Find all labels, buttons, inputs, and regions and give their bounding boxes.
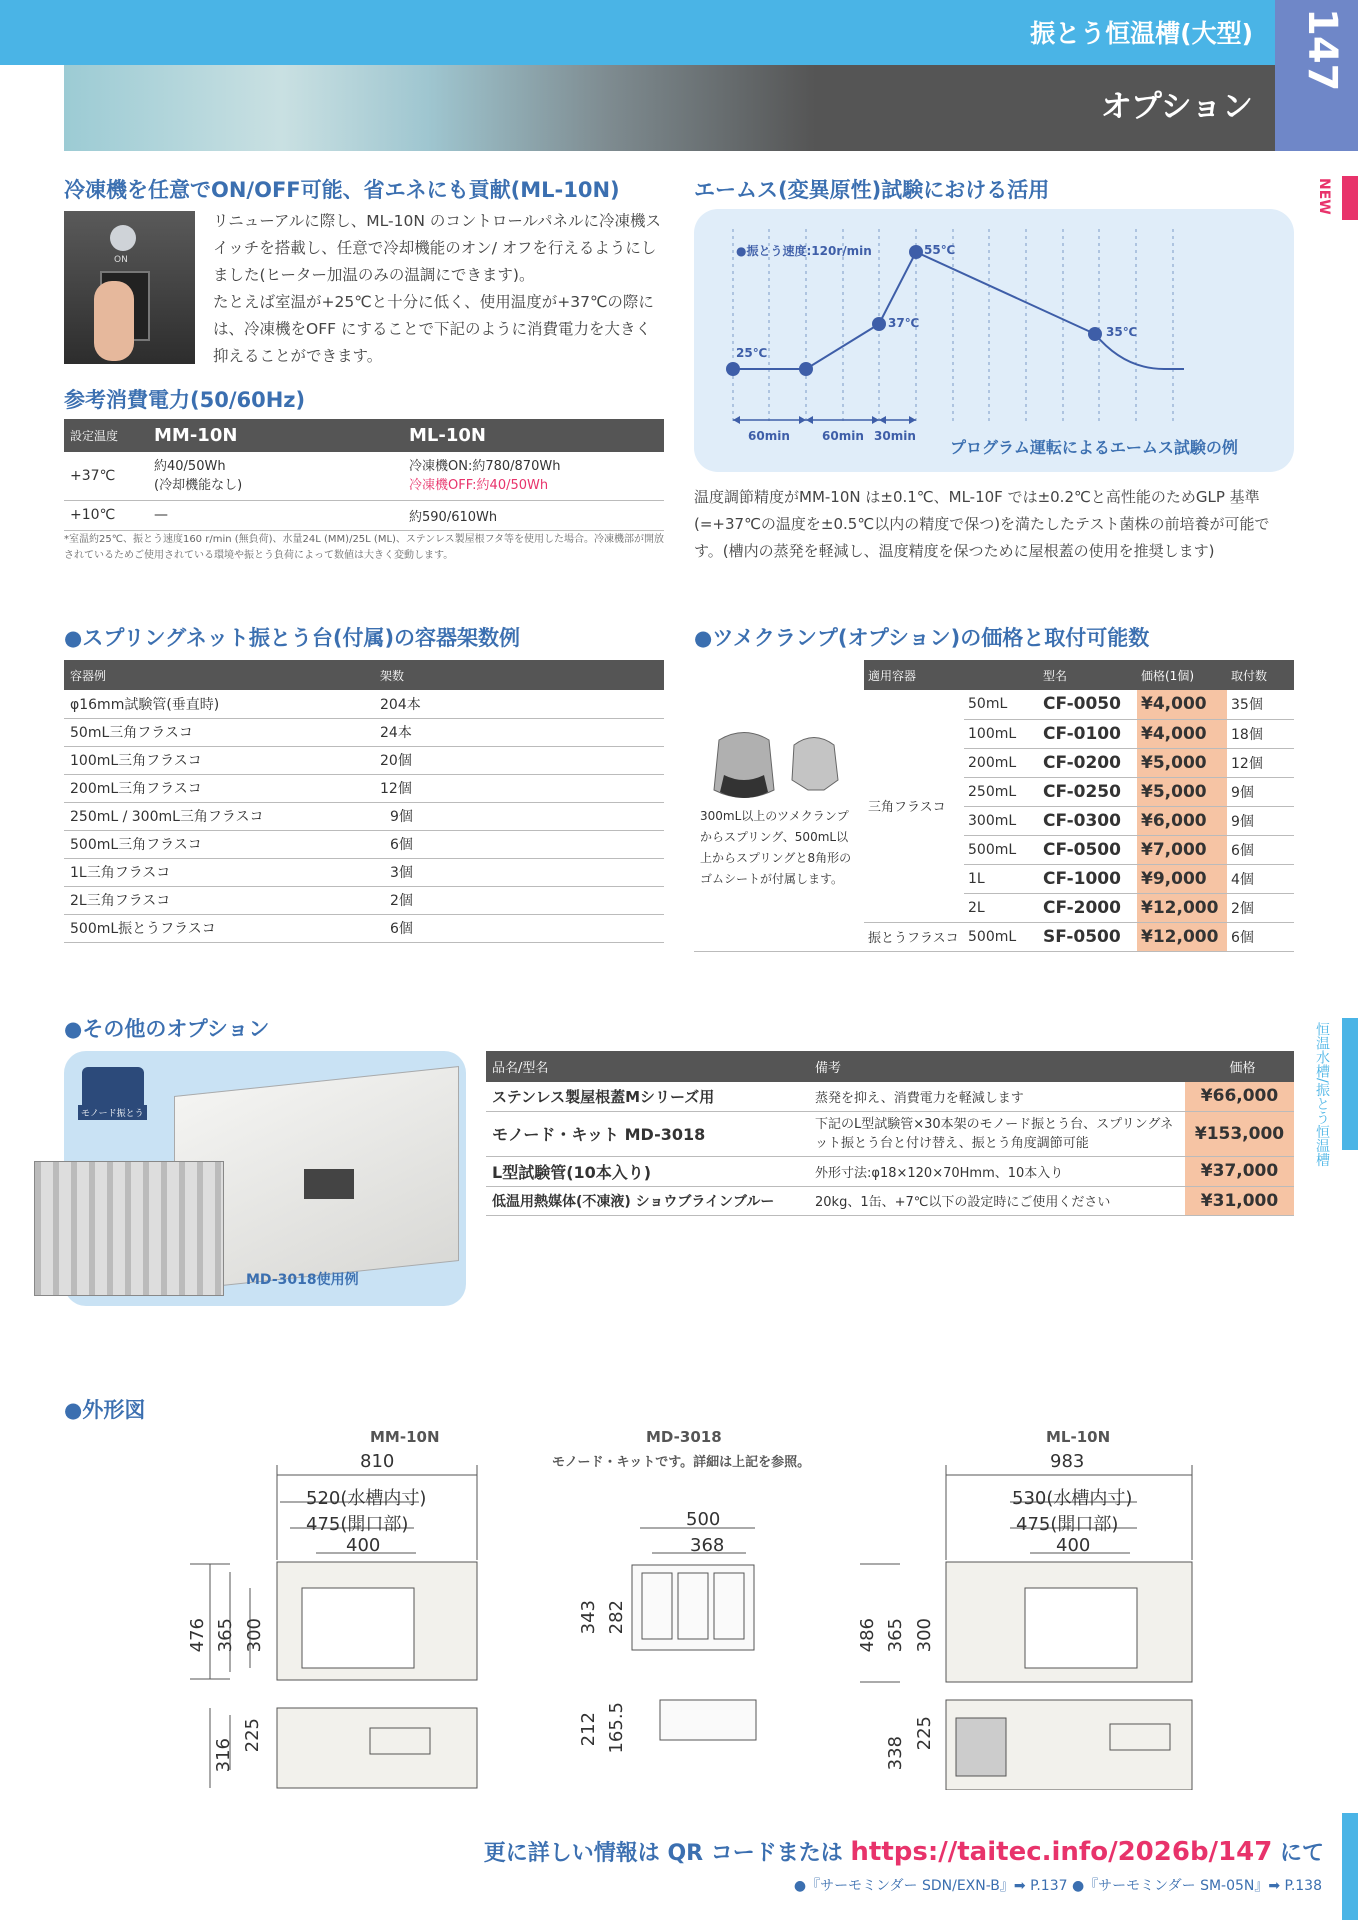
clamp-cell: 18個 (1227, 719, 1294, 748)
clamp-cell: 250mL (964, 777, 1039, 806)
mm-inner: 520(水槽内寸) (306, 1488, 427, 1509)
clamp-cell: ¥4,000 (1137, 719, 1227, 748)
clamp-cell: 2個 (1227, 893, 1294, 922)
clamp-cell: 6個 (1227, 922, 1294, 951)
power-row2-temp: +10℃ (70, 507, 116, 523)
footer-ref-1[interactable]: ●『サーモミンダー SDN/EXN-B』➡ P.137 (793, 1878, 1068, 1894)
table-row (64, 858, 664, 886)
clamp-cell: 100mL (964, 719, 1039, 748)
table-row (486, 1156, 1294, 1186)
ames-caption: プログラム運転によるエームス試験の例 (950, 438, 1238, 457)
section-title-other: ●その他のオプション (64, 1017, 270, 1041)
ames-t25: 25℃ (736, 346, 768, 360)
other-img-caption: MD-3018使用例 (246, 1272, 359, 1288)
clamp-header-vessel: 適用容器 (864, 660, 964, 690)
other-cell: ¥37,000 (1185, 1156, 1294, 1186)
power-row1-mm-a: 約40/50Wh (154, 458, 226, 474)
clamp-cell: CF-1000 (1039, 864, 1137, 893)
other-cell: モノード・キット MD-3018 (486, 1111, 809, 1156)
mm-225: 225 (242, 1718, 263, 1753)
clamp-cell: CF-0500 (1039, 835, 1137, 864)
clamp-cell: ¥9,000 (1137, 864, 1227, 893)
ml-338: 338 (885, 1736, 906, 1771)
header-category: 振とう恒温槽(大型) (1030, 19, 1253, 48)
clamp-cell: 500mL (964, 835, 1039, 864)
power-row2-mm: — (154, 507, 168, 523)
footer-pre: 更に詳しい情報は QR コードまたは (483, 1841, 851, 1866)
table-row (864, 690, 1294, 719)
clamp-group-erlenmeyer: 三角フラスコ (864, 690, 964, 922)
clamp-header-model: 型名 (1039, 660, 1137, 690)
spring-cell: 2L三角フラスコ (64, 886, 374, 914)
power-header-ml: ML-10N (409, 425, 486, 446)
page-number-block (1275, 0, 1358, 151)
md-500: 500 (686, 1509, 721, 1530)
clamp-table (864, 660, 1294, 952)
ml-inner: 530(水槽内寸) (1012, 1488, 1133, 1509)
clamp-cell: ¥5,000 (1137, 777, 1227, 806)
refrigerator-para-2: たとえば室温が+25℃と十分に低く、使用温度が+37℃の際には、冷凍機をOFF にすることで下記のように消費電力を大きく抑えることができます。 (213, 293, 654, 365)
clamp-cell: ¥7,000 (1137, 835, 1227, 864)
table-row (64, 746, 664, 774)
ames-t55: 55℃ (924, 243, 956, 257)
new-label: NEW (1316, 178, 1332, 215)
refrigerator-para-1: リニューアルに際し、ML-10N のコントロールパネルに冷凍機スイッチを搭載し、任意で冷却機能のオン/ オフを行えるようにしました(ヒーター加温のみの温調にできます)。 (213, 212, 661, 284)
table-row (864, 922, 1294, 951)
monode-badge-label: モノード振とう (78, 1105, 147, 1120)
page-number: 147 (1299, 8, 1345, 92)
table-row (486, 1111, 1294, 1156)
table-row (64, 886, 664, 914)
ames-m3: 30min (874, 429, 916, 443)
clamp-image-cell (694, 660, 864, 952)
ames-para: 温度調節精度がMM-10N は±0.1℃、ML-10F では±0.2℃と高性能のためGLP 基準(=+37℃の温度を±0.5℃以内の精度で保つ)を満たしたテスト菌株の前培養が可能です。(槽内の蒸発を軽減し、温度精度を保つために屋根蓋の使用を推奨します) (694, 488, 1270, 560)
rack-image (34, 1161, 224, 1296)
clamp-cell: CF-0050 (1039, 690, 1137, 719)
mm-width: 810 (360, 1451, 395, 1472)
on-label: ON (114, 255, 128, 265)
clamp-cell: 12個 (1227, 748, 1294, 777)
spring-cell: 6個 (374, 914, 664, 942)
spring-cell: 12個 (374, 774, 664, 802)
lamp-icon (110, 225, 136, 251)
mm-476: 476 (187, 1618, 208, 1653)
header-category-bar (0, 0, 1275, 65)
clamp-cell: CF-0250 (1039, 777, 1137, 806)
clamp-group-shake: 振とうフラスコ (864, 922, 964, 951)
spring-cell: 6個 (374, 830, 664, 858)
spring-cell: 2個 (374, 886, 664, 914)
md-212: 212 (578, 1712, 599, 1747)
power-row1-temp: +37℃ (70, 467, 116, 484)
footer-ref-2[interactable]: ●『サーモミンダー SM-05N』➡ P.138 (1071, 1878, 1322, 1894)
clamp-cell: 9個 (1227, 777, 1294, 806)
spring-cell: 500mL振とうフラスコ (64, 914, 374, 942)
clamp-cell: CF-0100 (1039, 719, 1137, 748)
power-row1-ml-on: 冷凍機ON:約780/870Wh (409, 458, 561, 474)
switch-photo (64, 211, 195, 364)
spring-cell: 204本 (374, 690, 664, 718)
md-368: 368 (690, 1535, 725, 1556)
section-title-ames: エームス(変異原性)試験における活用 (694, 178, 1050, 202)
clamp-cell: CF-0300 (1039, 806, 1137, 835)
other-cell: 下記のL型試験管×30本架のモノード振とう台、スプリングネット振とう台と付け替え、振とう角度調節可能 (809, 1111, 1185, 1156)
table-row (486, 1186, 1294, 1215)
mm-title: MM-10N (370, 1428, 440, 1446)
ames-t37: 37℃ (888, 316, 920, 330)
md-subtitle: モノード・キットです。詳細は上記を参照。 (552, 1455, 811, 1470)
clamp-cell: ¥12,000 (1137, 922, 1227, 951)
md-drawing (570, 1515, 770, 1785)
ames-m1: 60min (748, 429, 790, 443)
clamp-icon (704, 720, 854, 810)
clamp-cell: 4個 (1227, 864, 1294, 893)
section-title-clamp: ●ツメクランプ(オプション)の価格と取付可能数 (694, 626, 1150, 650)
spring-cell: 24本 (374, 718, 664, 746)
control-panel-icon (304, 1169, 354, 1199)
other-header-name: 品名/型名 (486, 1051, 809, 1082)
spring-cell: 9個 (374, 802, 664, 830)
spring-cell: 1L三角フラスコ (64, 858, 374, 886)
other-cell: ¥153,000 (1185, 1111, 1294, 1156)
side-index-label: 恒温水槽/振とう恒温槽 (1314, 1022, 1330, 1167)
ml-365: 365 (885, 1618, 906, 1653)
table-row (64, 802, 664, 830)
clamp-note: 300mL以上のツメクランプからスプリング、500mL以上からスプリングと8角形のゴムシートが付属します。 (700, 809, 852, 886)
other-cell: 蒸発を抑え、消費電力を軽減します (809, 1082, 1185, 1111)
ames-chart-panel (694, 209, 1294, 472)
mm-316: 316 (213, 1738, 234, 1773)
power-header-temp: 設定温度 (70, 429, 119, 443)
ml-300: 300 (914, 1618, 935, 1653)
spring-cell: 100mL三角フラスコ (64, 746, 374, 774)
other-cell: ¥31,000 (1185, 1186, 1294, 1215)
table-row (486, 1082, 1294, 1111)
power-row2-ml: 約590/610Wh (409, 509, 498, 525)
clamp-header-price: 価格(1個) (1137, 660, 1227, 690)
clamp-cell: 35個 (1227, 690, 1294, 719)
md-282: 282 (606, 1600, 627, 1635)
clamp-cell: SF-0500 (1039, 922, 1137, 951)
clamp-header-count: 取付数 (1227, 660, 1294, 690)
clamp-cell: ¥5,000 (1137, 748, 1227, 777)
other-cell: 20kg、1缶、+7℃以下の設定時にご使用ください (809, 1186, 1185, 1215)
clamp-cell: 50mL (964, 690, 1039, 719)
power-row1-mm-b: (冷却機能なし) (154, 477, 243, 493)
md-343: 343 (578, 1600, 599, 1635)
header-section: オプション (1100, 89, 1253, 125)
other-options-table (486, 1051, 1294, 1216)
power-header-mm: MM-10N (154, 425, 238, 446)
mm-365: 365 (215, 1618, 236, 1653)
other-cell: 低温用熱媒体(不凍液) ショウブラインブルー (486, 1186, 809, 1215)
spring-cell: 3個 (374, 858, 664, 886)
mm-300: 300 (244, 1618, 265, 1653)
mm-400: 400 (346, 1535, 381, 1556)
footer-more-info (484, 1836, 1324, 1867)
footer-url-link[interactable]: https://taitec.info/2026b/147 (850, 1837, 1273, 1867)
clamp-cell: ¥6,000 (1137, 806, 1227, 835)
other-cell: ステンレス製屋根蓋Mシリーズ用 (486, 1082, 809, 1111)
section-title-spring: ●スプリングネット振とう台(付属)の容器架数例 (64, 626, 521, 650)
new-tab (1342, 176, 1358, 220)
ml-486: 486 (857, 1618, 878, 1653)
other-header-note: 備考 (809, 1051, 1185, 1082)
other-cell: ¥66,000 (1185, 1082, 1294, 1111)
mm-open: 475(開口部) (306, 1514, 409, 1535)
table-row (64, 830, 664, 858)
ml-title: ML-10N (1046, 1428, 1111, 1446)
spring-cell: 500mL三角フラスコ (64, 830, 374, 858)
clamp-cell: CF-2000 (1039, 893, 1137, 922)
footer-refs (794, 1875, 1322, 1895)
power-table (64, 419, 664, 531)
other-cell: L型試験管(10本入り) (486, 1156, 809, 1186)
spring-table (64, 660, 664, 943)
spring-cell: 50mL三角フラスコ (64, 718, 374, 746)
clamp-cell: 500mL (964, 922, 1039, 951)
ames-speed-label: ●振とう速度:120r/min (736, 244, 872, 258)
md-title: MD-3018 (646, 1428, 722, 1446)
table-row (64, 774, 664, 802)
clamp-cell: 9個 (1227, 806, 1294, 835)
footer-side-tab (1342, 1813, 1358, 1920)
ml-open: 475(開口部) (1016, 1514, 1119, 1535)
power-row1-ml-off: 冷凍機OFF:約40/50Wh (409, 477, 549, 493)
clamp-cell: 6個 (1227, 835, 1294, 864)
md-165: 165.5 (606, 1702, 627, 1754)
ames-t35: 35℃ (1106, 325, 1138, 339)
spring-cell: 200mL三角フラスコ (64, 774, 374, 802)
ml-width: 983 (1050, 1451, 1085, 1472)
spring-cell: 250mL / 300mL三角フラスコ (64, 802, 374, 830)
table-row (64, 690, 664, 718)
ml-225: 225 (914, 1716, 935, 1751)
clamp-cell: 200mL (964, 748, 1039, 777)
power-footnote: *室温約25℃、振とう速度160 r/min (無負荷)、水量24L (MM)/25L (ML)、ステンレス製屋根フタ等を使用した場合。冷凍機部が開放されているためご使用されている環境や振とう負荷によって数値は大きく変動します。 (64, 534, 664, 561)
ml-400: 400 (1056, 1535, 1091, 1556)
other-options-photo (64, 1051, 466, 1306)
clamp-cell: ¥4,000 (1137, 690, 1227, 719)
finger-image (94, 281, 134, 361)
section-title-power: 参考消費電力(50/60Hz) (64, 388, 306, 412)
clamp-cell: 300mL (964, 806, 1039, 835)
spring-cell: 20個 (374, 746, 664, 774)
clamp-cell: ¥12,000 (1137, 893, 1227, 922)
side-index-tab[interactable] (1342, 1018, 1358, 1150)
spring-header-count: 架数 (374, 660, 664, 690)
table-row (64, 914, 664, 942)
section-title-dims: ●外形図 (64, 1398, 146, 1422)
other-cell: 外形寸法:φ18×120×70Hmm、10本入り (809, 1156, 1185, 1186)
clamp-cell: 2L (964, 893, 1039, 922)
clamp-cell: 1L (964, 864, 1039, 893)
other-header-price: 価格 (1185, 1051, 1294, 1082)
clamp-cell: CF-0200 (1039, 748, 1137, 777)
ames-m2: 60min (822, 429, 864, 443)
spring-cell: φ16mm試験管(垂直時) (64, 690, 374, 718)
header-section-band (64, 65, 1275, 151)
footer-post: にて (1272, 1841, 1324, 1866)
section-title-refrigerator: 冷凍機を任意でON/OFF可能、省エネにも貢献(ML-10N) (64, 178, 620, 202)
table-row (64, 718, 664, 746)
spring-header-vessel: 容器例 (64, 660, 374, 690)
